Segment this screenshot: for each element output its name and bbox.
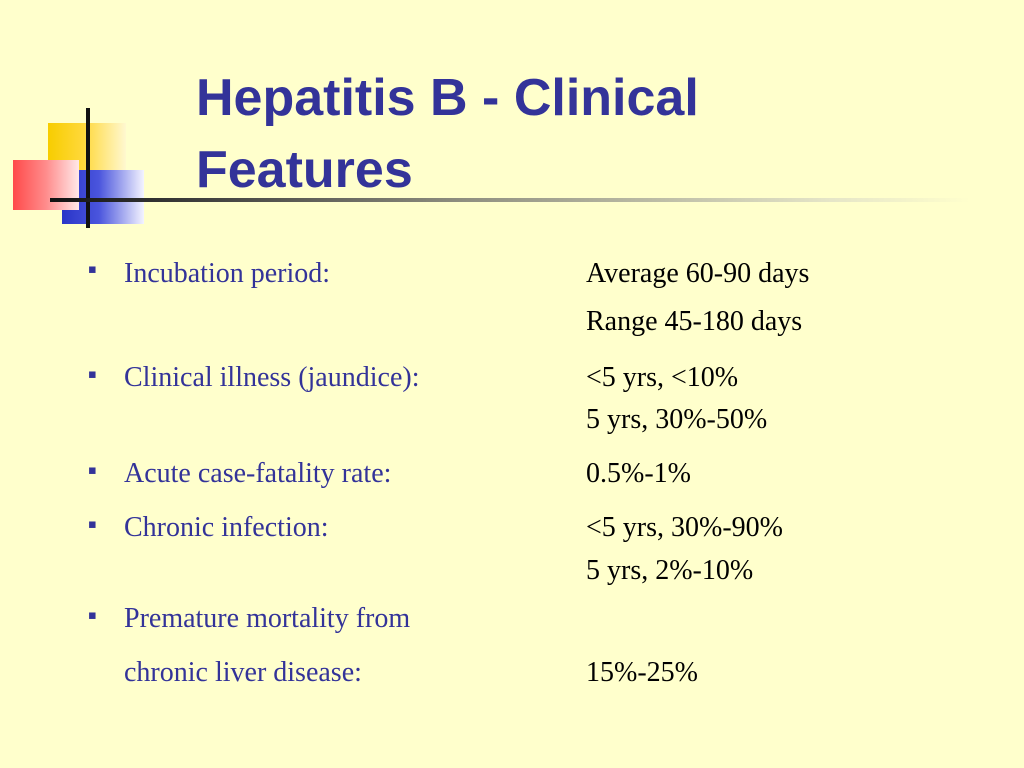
bullet-icon: ▪ <box>88 608 97 623</box>
vertical-rule-decoration <box>86 108 90 228</box>
bullet-icon: ▪ <box>88 463 97 478</box>
item-label-line-1: Premature mortality from <box>124 603 411 634</box>
item-value: 5 yrs, 30%-50% <box>586 404 768 435</box>
item-value: Average 60-90 days <box>586 258 810 289</box>
item-value: Range 45-180 days <box>586 306 803 337</box>
slide-title-line-1: Hepatitis B - Clinical <box>196 69 699 127</box>
item-label: Chronic infection: <box>124 512 329 543</box>
item-label-line-2: chronic liver disease: <box>124 657 362 688</box>
item-value: <5 yrs, 30%-90% <box>586 512 783 543</box>
slide-title-line-2: Features <box>196 141 413 199</box>
item-value: 15%-25% <box>586 657 698 688</box>
bullet-icon: ▪ <box>88 517 97 532</box>
item-label: Clinical illness (jaundice): <box>124 362 420 393</box>
bullet-icon: ▪ <box>88 262 97 277</box>
red-square-decoration <box>13 160 79 210</box>
item-value: <5 yrs, <10% <box>586 362 739 393</box>
item-label: Acute case-fatality rate: <box>124 458 392 489</box>
item-label: Incubation period: <box>124 258 331 289</box>
slide-title <box>196 62 996 206</box>
item-value: 5 yrs, 2%-10% <box>586 555 754 586</box>
bullet-icon: ▪ <box>88 367 97 382</box>
item-value: 0.5%-1% <box>586 458 691 489</box>
